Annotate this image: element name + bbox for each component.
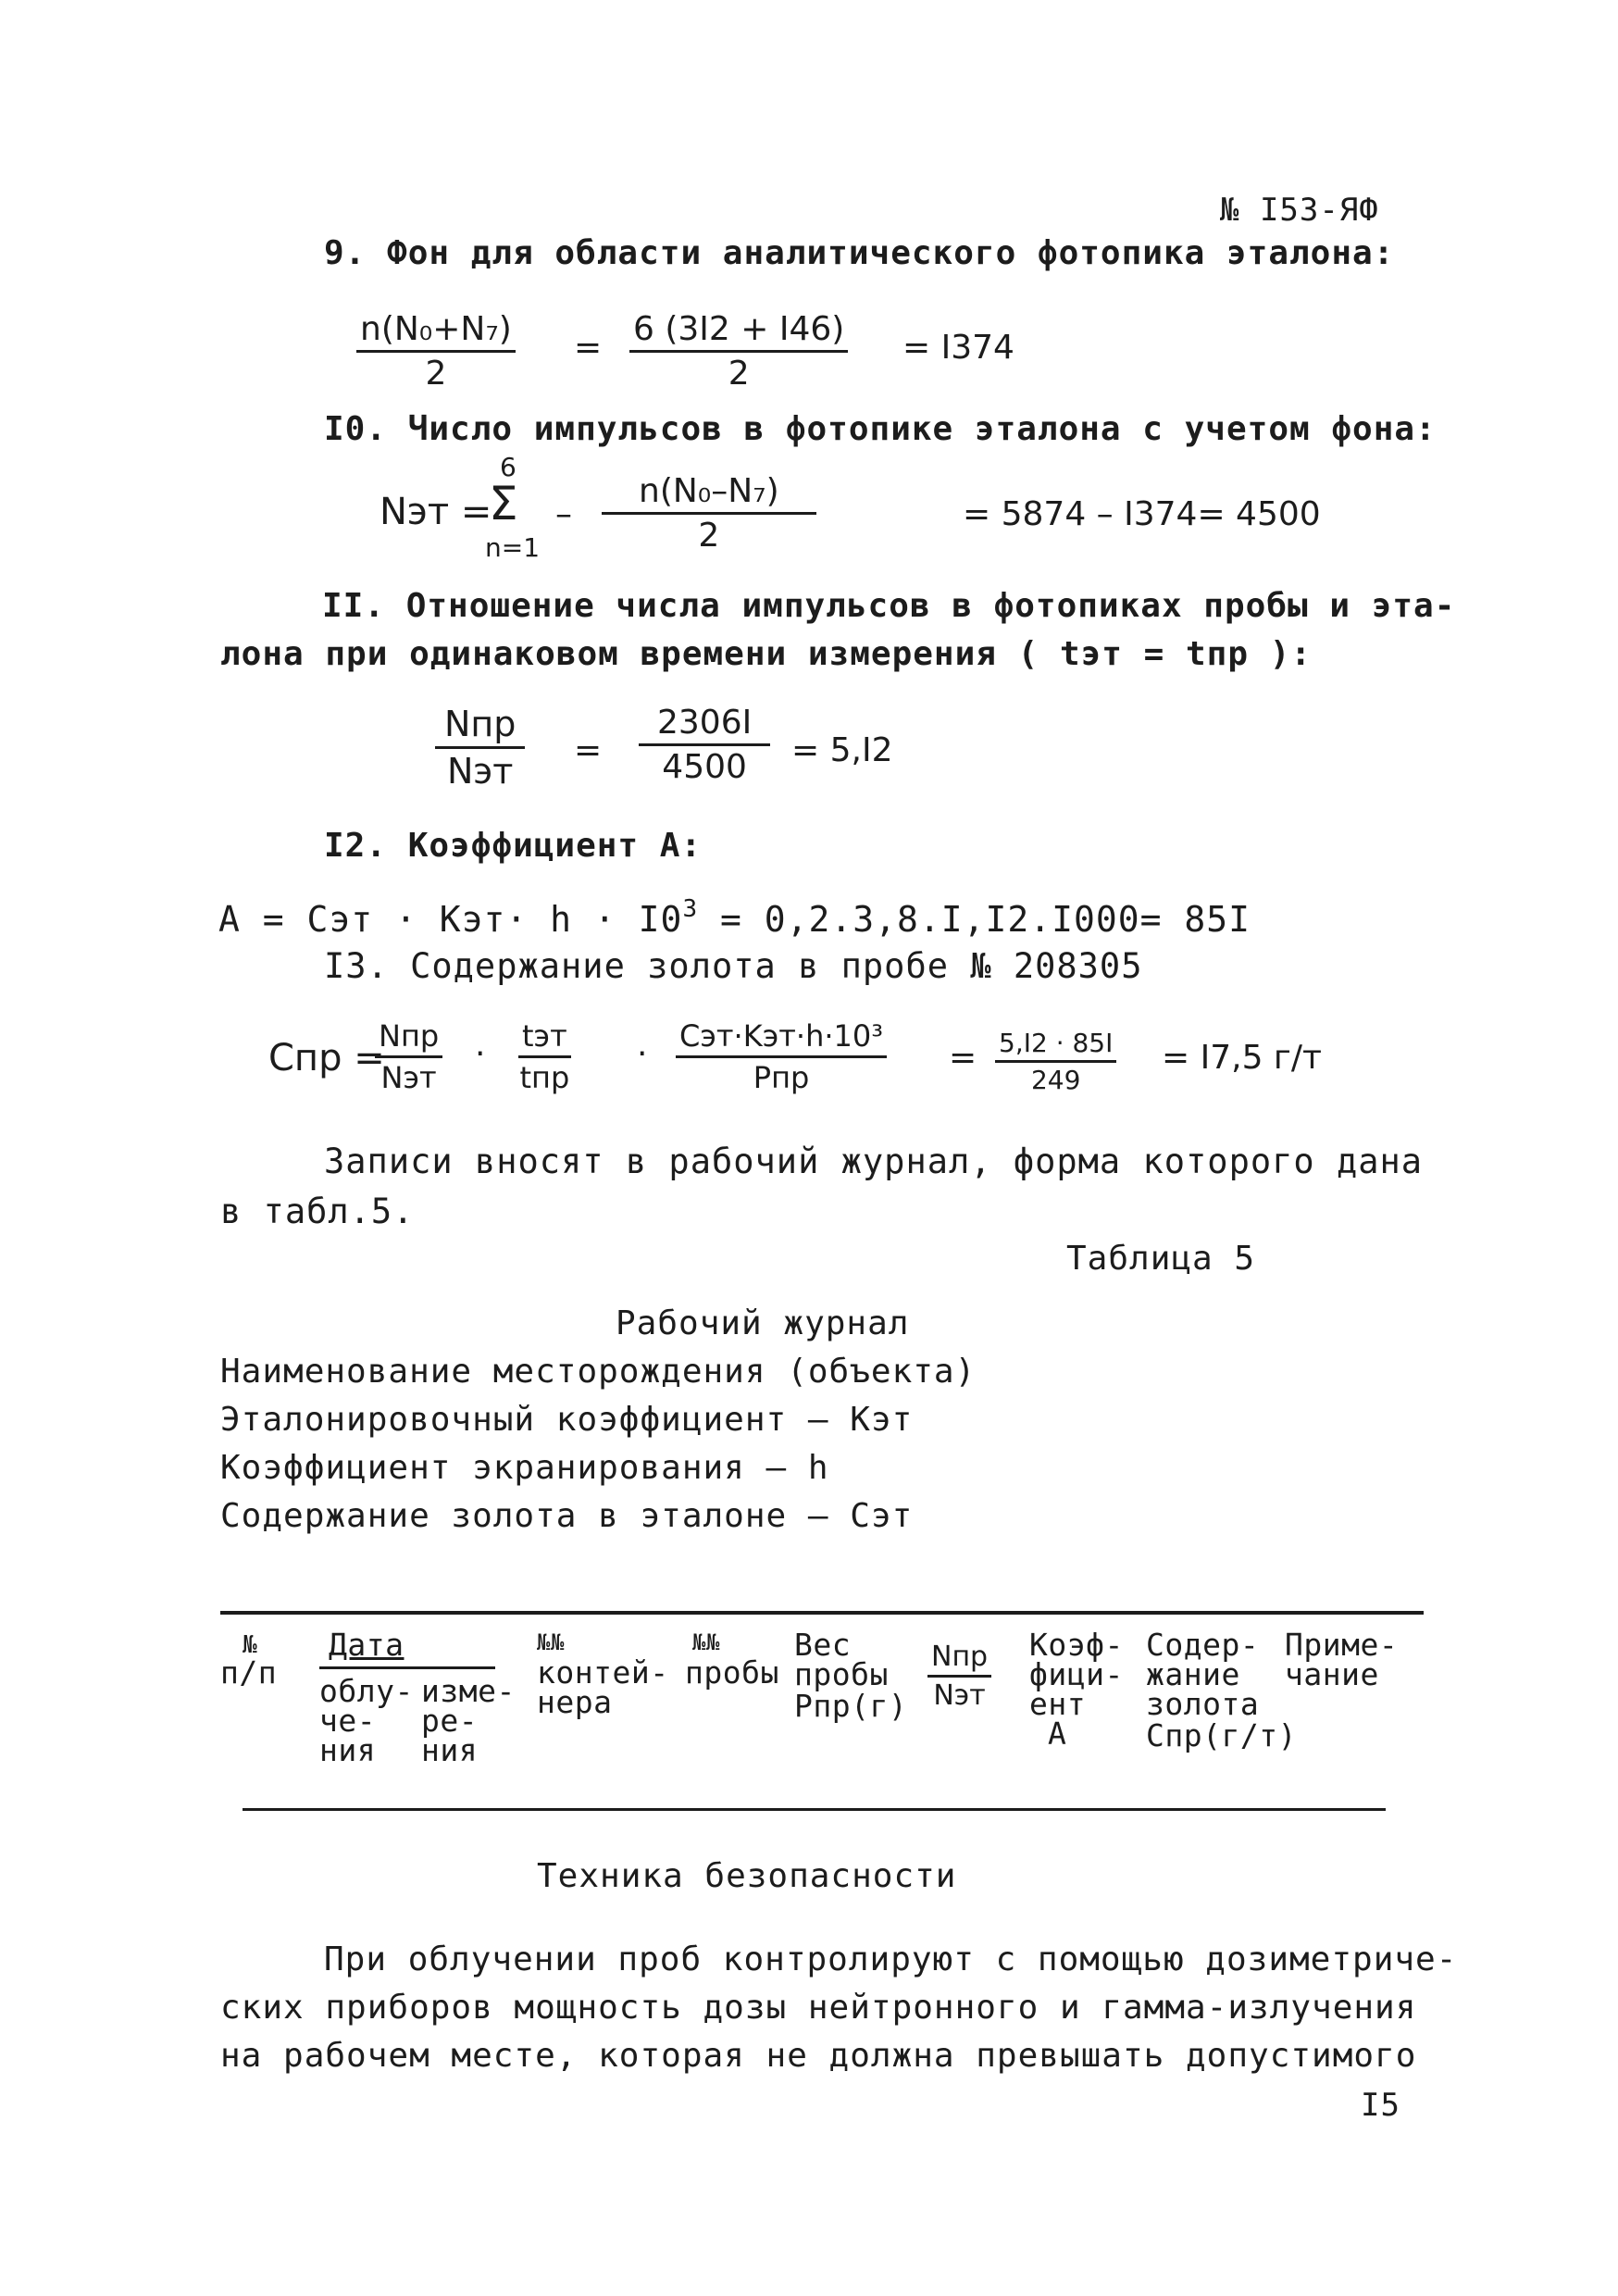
col-date-meas-3: ния bbox=[421, 1732, 479, 1768]
col-number-line1: № bbox=[243, 1631, 258, 1659]
step10-sum-top: 6 bbox=[500, 452, 517, 482]
safety-line3: на рабочем месте, которая не должна превышать допустимого bbox=[220, 2037, 1417, 2075]
col-ratio-den: Nэт bbox=[933, 1679, 986, 1712]
journal-paragraph-line2: в табл.5. bbox=[220, 1192, 415, 1231]
step-11-line1: II. Отношение числа импульсов в фотопиках пробы и эта- bbox=[322, 587, 1456, 625]
step10-sum-bottom: n=1 bbox=[485, 532, 541, 563]
step12-formula-exp: 3 bbox=[682, 895, 699, 923]
step13-frac3 bbox=[676, 1018, 887, 1095]
step10-minus: – bbox=[555, 495, 572, 533]
col-note-1: Приме- bbox=[1285, 1627, 1399, 1663]
step10-frac-den: 2 bbox=[698, 517, 720, 555]
col-gold-1: Содер- bbox=[1146, 1627, 1260, 1663]
step13-f2-num: tэт bbox=[518, 1018, 571, 1058]
step10-result: = 5874 – I374= 4500 bbox=[963, 495, 1321, 533]
step13-cpr: Cпр = bbox=[268, 1037, 385, 1079]
step13-f1-num: Nпр bbox=[375, 1018, 442, 1058]
col-coef-2: фици- bbox=[1029, 1656, 1124, 1692]
col-gold-3: золота bbox=[1146, 1686, 1260, 1722]
journal-paragraph-line1: Записи вносят в рабочий журнал, форма которого дана bbox=[324, 1142, 1424, 1181]
col-number-line2: п/п bbox=[220, 1654, 278, 1691]
step13-result: = I7,5 г/т bbox=[1162, 1039, 1322, 1077]
col-date-irr-2: че- bbox=[319, 1703, 377, 1739]
step9-right-den: 2 bbox=[728, 355, 750, 393]
step11-frac2-den: 4500 bbox=[662, 748, 747, 786]
step11-frac2-num: 2306I bbox=[639, 704, 770, 746]
step9-right-fraction bbox=[629, 310, 848, 393]
step13-f4-den: 249 bbox=[1030, 1065, 1081, 1095]
step13-f4-num: 5,I2 · 85I bbox=[995, 1028, 1116, 1063]
col-sample-1: №№ bbox=[692, 1629, 720, 1655]
col-note-2: чание bbox=[1285, 1656, 1379, 1692]
col-date-meas-1: изме- bbox=[421, 1673, 516, 1709]
table-caption: Таблица 5 bbox=[1066, 1240, 1256, 1278]
step11-ratio-fraction bbox=[435, 704, 525, 792]
step9-left-fraction bbox=[356, 310, 516, 393]
step13-f3-num: Cэт·Kэт·h·10³ bbox=[676, 1018, 887, 1058]
col-date-irr-1: облу- bbox=[319, 1673, 414, 1709]
step-13-text: I3. Содержание золота в пробе № 208305 bbox=[324, 946, 1143, 986]
col-coef-4: A bbox=[1048, 1716, 1067, 1752]
col-sample-2: пробы bbox=[685, 1654, 779, 1691]
step10-frac-num: n(N₀–N₇) bbox=[602, 472, 816, 515]
step13-dot2: · bbox=[637, 1035, 648, 1073]
step13-f1-den: Nэт bbox=[380, 1060, 437, 1095]
step13-equals: = bbox=[949, 1039, 977, 1077]
step10-sum-sign: Σ bbox=[489, 477, 518, 530]
col-coef-3: ент bbox=[1029, 1686, 1087, 1722]
step-9-text: 9. Фон для области аналитического фотопика эталона: bbox=[324, 234, 1395, 272]
step9-right-num: 6 (3I2 + I46) bbox=[629, 310, 848, 353]
col-gold-2: жание bbox=[1146, 1656, 1240, 1692]
table-bottom-rule bbox=[243, 1808, 1386, 1811]
step13-frac2 bbox=[518, 1018, 571, 1095]
step12-formula bbox=[218, 889, 1251, 940]
col-ratio-num: Nпр bbox=[927, 1641, 991, 1678]
safety-line2: ских приборов мощность дозы нейтронного и гамма-излучения bbox=[220, 1989, 1417, 2027]
step10-lhs: Nэт = bbox=[380, 491, 492, 533]
col-weight-3: Pпр(г) bbox=[794, 1688, 908, 1724]
step13-dot1: · bbox=[475, 1035, 486, 1073]
journal-line-gold-standard: Содержание золота в эталоне – Cэт bbox=[220, 1497, 914, 1535]
journal-line-deposit: Наименование месторождения (объекта) bbox=[220, 1353, 977, 1391]
step9-result: = I374 bbox=[902, 329, 1014, 367]
step-11-line2: лона при одинаковом времени измерения ( tэт = tпр ): bbox=[220, 635, 1313, 673]
col-container-3: нера bbox=[537, 1684, 613, 1720]
col-date-irr-3: ния bbox=[319, 1732, 377, 1768]
col-coef-1: Коэф- bbox=[1029, 1627, 1124, 1663]
page-number: I5 bbox=[1361, 2087, 1400, 2124]
step-12-text: I2. Коэффициент A: bbox=[324, 827, 703, 865]
step13-f2-den: tпр bbox=[519, 1060, 570, 1095]
col-date-underline bbox=[319, 1666, 495, 1669]
col-ratio-fraction bbox=[927, 1641, 991, 1712]
step11-result: = 5,I2 bbox=[791, 731, 893, 769]
journal-line-calibration: Эталонировочный коэффициент – Kэт bbox=[220, 1401, 914, 1439]
step13-frac4 bbox=[995, 1028, 1116, 1095]
document-number: № I53-ЯФ bbox=[1220, 192, 1379, 229]
col-date-meas-2: ре- bbox=[421, 1703, 479, 1739]
step11-value-fraction bbox=[639, 704, 770, 786]
journal-line-shielding: Коэффициент экранирования – h bbox=[220, 1449, 829, 1487]
col-gold-4: Cпр(г/т) bbox=[1146, 1717, 1297, 1753]
step11-frac1-den: Nэт bbox=[446, 751, 514, 792]
safety-line1: При облучении проб контролируют с помощью дозиметриче- bbox=[324, 1940, 1458, 1978]
step9-equals: = bbox=[574, 329, 603, 367]
step13-frac1 bbox=[375, 1018, 442, 1095]
step11-equals: = bbox=[574, 731, 603, 769]
col-container-2: контей- bbox=[537, 1654, 669, 1691]
step9-left-num: n(N₀+N₇) bbox=[356, 310, 516, 353]
journal-title: Рабочий журнал bbox=[616, 1304, 910, 1342]
step13-f3-den: Pпр bbox=[753, 1060, 810, 1095]
step12-formula-right: = 0,2.3,8.I,I2.I000= 85I bbox=[719, 899, 1251, 940]
col-weight-1: Вес bbox=[794, 1627, 852, 1663]
table-top-rule bbox=[220, 1611, 1424, 1615]
col-date-head: Дата bbox=[329, 1627, 404, 1663]
step9-left-den: 2 bbox=[425, 355, 447, 393]
step-10-text: I0. Число импульсов в фотопике эталона с учетом фона: bbox=[324, 410, 1437, 448]
col-container-1: №№ bbox=[537, 1629, 565, 1655]
step12-formula-left: A = Cэт · Kэт· h · I0 bbox=[218, 899, 683, 940]
col-weight-2: пробы bbox=[794, 1656, 889, 1692]
step10-fraction bbox=[602, 472, 816, 555]
step11-frac1-num: Nпр bbox=[435, 704, 525, 749]
safety-title: Техника безопасности bbox=[537, 1857, 957, 1895]
